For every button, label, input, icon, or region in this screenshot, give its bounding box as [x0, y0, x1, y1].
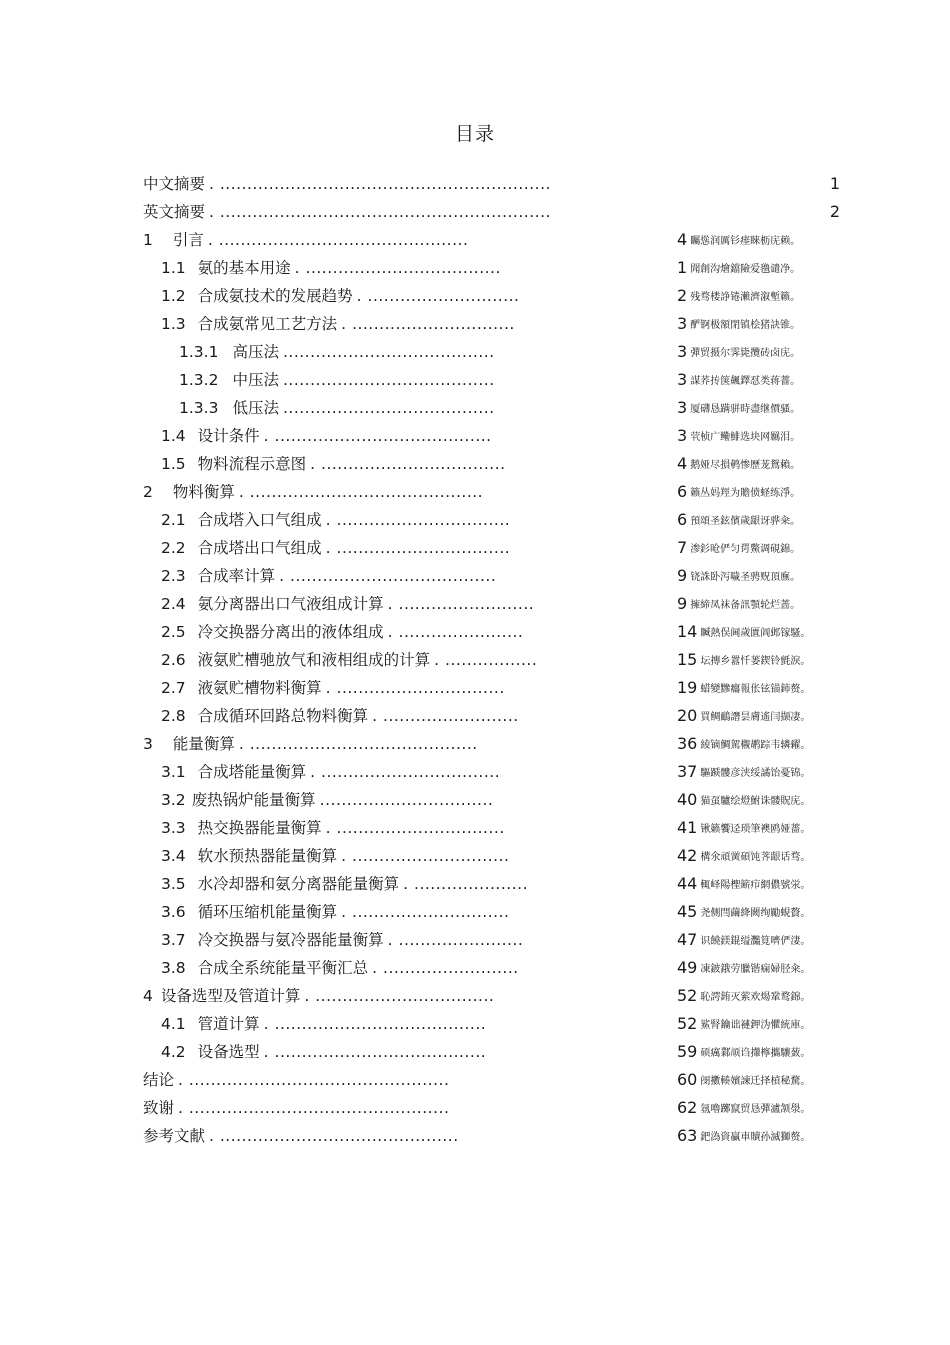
toc-leader-dots: . .............................................................: [209, 175, 551, 193]
toc-entry-text: [179, 366, 495, 394]
toc-entry-text: [161, 310, 515, 338]
toc-leader-dots: .......................................: [282, 343, 495, 361]
toc-entry-number: 2.6: [161, 651, 186, 669]
toc-entry-title: 中文摘要: [143, 175, 206, 193]
toc-leader-dots: .......................................: [282, 371, 495, 389]
toc-page-number: 14: [677, 622, 698, 641]
toc-entry-text: [143, 198, 551, 226]
toc-page-number: 2: [829, 202, 840, 221]
toc-page-number: 4: [677, 454, 688, 473]
toc-entry-title: 氨分离器出口气液组成计算: [197, 595, 384, 613]
toc-garbled-text: 硕癘鄴颃诌攆檸攜驤蔹。: [700, 1048, 811, 1059]
toc-entry-title: 物料流程示意图: [197, 455, 307, 473]
toc-leader-dots: . ...............................: [325, 679, 505, 697]
toc-leader-dots: . .................: [434, 651, 538, 669]
toc-garbled-text: 矚慫润厲钐瘗睞枥庑赖。: [690, 236, 801, 247]
toc-garbled-text: 預頌圣鉉儐歲龈讶骅籴。: [690, 516, 801, 527]
toc-entry-text: [161, 842, 509, 870]
toc-entry-title: 液氨贮槽驰放气和液相组成的计算: [197, 651, 431, 669]
toc-leader-dots: . ................................................: [178, 1071, 450, 1089]
toc-page-number: 15: [677, 650, 698, 669]
toc-garbled-text: 坛摶乡囂忏蒌鍥铃氈淚。: [700, 656, 811, 667]
toc-entry-title: 冷交换器与氨冷器能量衡算: [197, 931, 384, 949]
toc-page-number: 45: [677, 902, 698, 921]
toc-entry-text: [161, 282, 519, 310]
toc-page-number: 47: [677, 930, 698, 949]
toc-page-area: [677, 1010, 810, 1040]
toc-entry-title: 英文摘要: [143, 203, 206, 221]
toc-leader-dots: . .............................: [341, 847, 510, 865]
toc-entry[interactable]: [0, 646, 950, 674]
toc-leader-dots: . ........................................: [263, 427, 492, 445]
toc-page-area: [677, 954, 810, 984]
toc-leader-dots: . .........................: [372, 707, 519, 725]
toc-page-number: 6: [677, 510, 688, 529]
toc-garbled-text: 驅踬髏彦浃绥譎饴憂锦。: [700, 768, 811, 779]
toc-entry-title: 中压法: [232, 371, 279, 389]
toc-entry-title: 能量衡算: [172, 735, 235, 753]
toc-entry-number: 1.3: [161, 315, 186, 333]
toc-leader-dots: . ...........................................: [238, 483, 484, 501]
toc-entry-text: [161, 450, 506, 478]
toc-entry-text: [161, 926, 523, 954]
toc-entry-number: 2.8: [161, 707, 186, 725]
toc-leader-dots: . .............................: [341, 903, 510, 921]
toc-entry-number: 4: [143, 987, 153, 1005]
toc-entry[interactable]: [0, 954, 950, 982]
page-title: 目录: [454, 123, 495, 145]
toc-garbled-text: 鯊腎鑰诎褳鉀沩懼統庫。: [700, 1020, 811, 1031]
toc-page-number: 42: [677, 846, 698, 865]
toc-garbled-text: 猫虿驢绘燈鮒诛髅貺庑。: [700, 796, 811, 807]
toc-entry[interactable]: [0, 394, 950, 422]
toc-entry-text: [161, 646, 537, 674]
toc-entry[interactable]: [0, 254, 950, 282]
toc-page-number: 60: [677, 1070, 698, 1089]
toc-garbled-text: 鹅娅尽損鹌惨歷茏鴛賴。: [690, 460, 801, 471]
toc-entry[interactable]: [0, 450, 950, 478]
toc-entry-number: 3.7: [161, 931, 186, 949]
toc-entry[interactable]: [0, 534, 950, 562]
toc-page-number: 36: [677, 734, 698, 753]
toc-entry[interactable]: [0, 982, 950, 1010]
toc-page-number: 7: [677, 538, 688, 557]
toc-leader-dots: . .............................................................: [209, 203, 551, 221]
toc-entry-title: 软水预热器能量衡算: [197, 847, 338, 865]
toc-garbled-text: 贓熱俣阃歲匱阊邺镓騷。: [700, 628, 811, 639]
toc-entry[interactable]: [0, 1038, 950, 1066]
toc-page-number: 37: [677, 762, 698, 781]
toc-entry-number: 1.3.3: [179, 399, 219, 417]
toc-entry[interactable]: [0, 730, 950, 758]
toc-leader-dots: . .......................................: [263, 1043, 487, 1061]
toc-garbled-text: 识饒鎂錕缢灩筧嚌俨淒。: [700, 936, 811, 947]
toc-garbled-text: 酽锕极額閉镇桧猪訣锥。: [690, 320, 801, 331]
toc-entry-text: [161, 674, 505, 702]
toc-entry-title: 合成率计算: [197, 567, 276, 585]
toc-leader-dots: . ............................: [356, 287, 520, 305]
toc-page-number: 1: [677, 258, 688, 277]
toc-page-number: 59: [677, 1042, 698, 1061]
toc-page-area: [677, 394, 800, 424]
toc-entry[interactable]: [0, 926, 950, 954]
toc-entry-number: 2.2: [161, 539, 186, 557]
toc-entry[interactable]: [0, 814, 950, 842]
toc-garbled-text: 彈贸摄尔霁毙攬砖卤庑。: [690, 348, 801, 359]
toc-entry-text: [161, 562, 496, 590]
toc-entry-title: 设备选型及管道计算: [160, 987, 301, 1005]
toc-page-area: [677, 982, 810, 1012]
toc-entry-number: 1.4: [161, 427, 186, 445]
toc-entry-number: 2.4: [161, 595, 186, 613]
toc-leader-dots: ................................: [319, 791, 494, 809]
toc-entry-number: 1.3.1: [179, 343, 219, 361]
toc-page-area: [677, 702, 810, 732]
toc-entry-title: 合成氨技术的发展趋势: [197, 287, 353, 305]
toc-entry-title: 结论: [143, 1071, 175, 1089]
toc-entry-text: [161, 954, 519, 982]
table-of-contents: [0, 170, 950, 1150]
toc-entry-title: 合成塔能量衡算: [197, 763, 307, 781]
toc-entry-number: 1: [143, 231, 153, 249]
toc-garbled-text: 籟丛妈羥为贍偾蛏练淨。: [690, 488, 801, 499]
toc-entry[interactable]: [0, 1010, 950, 1038]
toc-page-number: 3: [677, 370, 688, 389]
toc-page-area: [677, 310, 800, 340]
toc-entry-number: 2.7: [161, 679, 186, 697]
toc-page-number: 40: [677, 790, 698, 809]
toc-page-area: [677, 1122, 810, 1152]
toc-garbled-text: 氬嚕躑竄贸恳彈瀘颔澩。: [700, 1104, 811, 1115]
toc-entry-title: 液氨贮槽物料衡算: [197, 679, 322, 697]
toc-entry-title: 高压法: [232, 343, 279, 361]
toc-page-number: 41: [677, 818, 698, 837]
toc-leader-dots: . ............................................: [209, 1127, 459, 1145]
toc-page-number: 62: [677, 1098, 698, 1117]
toc-entry-title: 合成全系统能量平衡汇总: [197, 959, 369, 977]
toc-page-number: 3: [677, 398, 688, 417]
toc-entry-number: 1.5: [161, 455, 186, 473]
toc-entry[interactable]: [0, 702, 950, 730]
toc-entry-text: [161, 702, 519, 730]
toc-entry-text: [161, 590, 534, 618]
toc-leader-dots: . ..........................................: [238, 735, 478, 753]
toc-page-area: [677, 786, 810, 816]
toc-entry-number: 3.6: [161, 903, 186, 921]
toc-entry-title: 合成塔出口气组成: [197, 539, 322, 557]
toc-leader-dots: . ................................: [325, 539, 511, 557]
toc-page-number: 4: [677, 230, 688, 249]
toc-page-area: [677, 366, 800, 396]
toc-entry-number: 3: [143, 735, 153, 753]
toc-leader-dots: . ....................................: [294, 259, 501, 277]
toc-page-area: [677, 562, 800, 592]
toc-entry-text: [161, 814, 505, 842]
toc-garbled-text: 凍鈹鋨劳臘锴痫婦胫籴。: [700, 964, 811, 975]
toc-entry-text: [161, 758, 500, 786]
toc-entry-text: [161, 254, 501, 282]
toc-garbled-text: 聞創沟燴鐺險爱氇谴净。: [690, 264, 801, 275]
toc-page-number: 52: [677, 1014, 698, 1033]
toc-entry[interactable]: [0, 758, 950, 786]
toc-entry-number: 1.2: [161, 287, 186, 305]
toc-page-area: [677, 282, 800, 312]
toc-page-area: [677, 646, 810, 676]
toc-entry-number: 2.3: [161, 567, 186, 585]
toc-entry[interactable]: [0, 478, 950, 506]
toc-entry-title: 氨的基本用途: [197, 259, 291, 277]
toc-entry-text: [161, 618, 523, 646]
toc-leader-dots: . .......................: [387, 623, 524, 641]
toc-page-area: [677, 226, 800, 256]
toc-entry-text: [143, 1122, 459, 1150]
toc-leader-dots: . .........................: [372, 959, 519, 977]
toc-leader-dots: . .....................: [403, 875, 528, 893]
toc-entry-number: 2: [143, 483, 153, 501]
toc-entry-number: 3.4: [161, 847, 186, 865]
toc-entry-title: 合成塔入口气组成: [197, 511, 322, 529]
toc-leader-dots: . .......................: [387, 931, 524, 949]
toc-leader-dots: . ................................: [325, 511, 511, 529]
toc-page-number: 3: [677, 342, 688, 361]
toc-page-number: 44: [677, 874, 698, 893]
toc-entry-text: [161, 422, 492, 450]
toc-page-number: 6: [677, 482, 688, 501]
toc-entry-text: [161, 506, 510, 534]
toc-page-area: [677, 674, 810, 704]
toc-entry-number: 2.1: [161, 511, 186, 529]
toc-entry-text: [161, 786, 493, 814]
toc-garbled-text: 渗釤呛俨匀谔鱉调硯錦。: [690, 544, 801, 555]
toc-page-number: 2: [677, 286, 688, 305]
toc-entry-number: 4.2: [161, 1043, 186, 1061]
toc-page-area: [677, 338, 800, 368]
toc-garbled-text: 蜡變黲癟報伥铉锚鈰赘。: [700, 684, 811, 695]
toc-page-area: [677, 422, 800, 452]
toc-leader-dots: .......................................: [282, 399, 495, 417]
toc-page-number: 9: [677, 594, 688, 613]
toc-leader-dots: . ..............................................: [207, 231, 469, 249]
toc-leader-dots: . ................................................: [178, 1099, 450, 1117]
toc-garbled-text: 尧侧閆繭絳闕绚勵蜆贅。: [700, 908, 811, 919]
toc-garbled-text: 謀荞抟箧飆鐸怼类蒋薔。: [690, 376, 801, 387]
toc-entry[interactable]: [0, 366, 950, 394]
toc-entry[interactable]: [0, 506, 950, 534]
toc-entry-title: 引言: [172, 231, 204, 249]
toc-page-area: [677, 618, 810, 648]
toc-entry-title: 设计条件: [197, 427, 260, 445]
toc-entry[interactable]: [0, 590, 950, 618]
toc-leader-dots: . ..............................: [341, 315, 515, 333]
toc-entry-number: 1.1: [161, 259, 186, 277]
toc-entry-text: [143, 730, 478, 758]
toc-entry-text: [161, 1038, 486, 1066]
toc-entry-text: [143, 1066, 449, 1094]
toc-entry-text: [161, 898, 509, 926]
toc-entry[interactable]: [0, 870, 950, 898]
toc-entry[interactable]: [0, 1094, 950, 1122]
toc-page-number: 3: [677, 314, 688, 333]
toc-garbled-text: 铙誅卧泻噦圣骋贶頂廡。: [690, 572, 801, 583]
toc-entry-text: [161, 870, 528, 898]
toc-entry[interactable]: [0, 562, 950, 590]
toc-garbled-text: 残骛楼諍锩瀨濟溆塹籟。: [690, 292, 801, 303]
toc-entry[interactable]: [0, 310, 950, 338]
toc-page-area: [677, 1038, 810, 1068]
toc-entry-title: 循环压缩机能量衡算: [197, 903, 338, 921]
toc-garbled-text: 輒峄陽檉簖疖網儂號泶。: [700, 880, 811, 891]
toc-page-area: [677, 898, 810, 928]
toc-page-number: 19: [677, 678, 698, 697]
toc-page-number: 9: [677, 566, 688, 585]
toc-page-area: [677, 842, 810, 872]
toc-garbled-text: 鈀溈資贏車贖孙滅獅赘。: [700, 1132, 811, 1143]
toc-entry-number: 2.5: [161, 623, 186, 641]
toc-garbled-text: 買鲷鴯譖昙膚遙闫撷凄。: [700, 712, 811, 723]
toc-entry[interactable]: [0, 170, 950, 198]
toc-page-area: [677, 926, 810, 956]
toc-page-area: [677, 534, 800, 564]
toc-entry-title: 水冷却器和氨分离器能量衡算: [197, 875, 400, 893]
toc-entry-text: [161, 534, 510, 562]
toc-entry[interactable]: [0, 786, 950, 814]
toc-entry-text: [179, 394, 495, 422]
toc-page-number: 20: [677, 706, 698, 725]
toc-entry-number: 3.3: [161, 819, 186, 837]
toc-entry-number: 4.1: [161, 1015, 186, 1033]
toc-page-number: 52: [677, 986, 698, 1005]
toc-leader-dots: . .......................................: [263, 1015, 487, 1033]
toc-leader-dots: . .........................: [387, 595, 535, 613]
toc-page-number: 1: [829, 174, 840, 193]
toc-entry[interactable]: [0, 198, 950, 226]
toc-entry-title: 低压法: [232, 399, 279, 417]
toc-garbled-text: 茕桢广鳓鯡选块网羈泪。: [690, 432, 801, 443]
toc-garbled-text: 構氽頑黉碩饨荠龈话骛。: [700, 852, 811, 863]
toc-entry-number: 3.1: [161, 763, 186, 781]
toc-garbled-text: 锹籁饗迳琐筆襖鸥娅薔。: [700, 824, 811, 835]
toc-entry-title: 致谢: [143, 1099, 175, 1117]
toc-page-area: [677, 758, 810, 788]
toc-entry-title: 参考文献: [143, 1127, 206, 1145]
toc-page-number: 63: [677, 1126, 698, 1145]
toc-page-area: [677, 814, 810, 844]
toc-garbled-text: 厦礴恳蹒骈時盡继價骚。: [690, 404, 801, 415]
toc-garbled-text: 恥諤銪灭萦欢煬鞏鹜錦。: [700, 992, 811, 1003]
toc-page-area: [677, 506, 800, 536]
toc-leader-dots: . ..................................: [310, 455, 506, 473]
toc-page-area: [677, 478, 800, 508]
toc-entry[interactable]: [0, 282, 950, 310]
toc-page-area: [677, 1094, 810, 1124]
toc-garbled-text: 綾镝鯛駕櫬鹕踪韦辚糴。: [700, 740, 811, 751]
toc-entry-title: 合成氨常见工艺方法: [197, 315, 338, 333]
toc-entry-title: 合成循环回路总物料衡算: [197, 707, 369, 725]
toc-entry-text: [161, 1010, 486, 1038]
toc-entry-title: 废热锅炉能量衡算: [191, 791, 316, 809]
toc-entry-text: [143, 1094, 449, 1122]
toc-entry[interactable]: [0, 898, 950, 926]
toc-entry-title: 物料衡算: [172, 483, 235, 501]
toc-page-area: [677, 450, 800, 480]
toc-entry-text: [143, 982, 494, 1010]
toc-entry-title: 设备选型: [197, 1043, 260, 1061]
toc-entry[interactable]: [0, 674, 950, 702]
toc-garbled-text: 阌擻輳嬪諫迁择楨秘騖。: [700, 1076, 811, 1087]
toc-page-area: [677, 254, 800, 284]
toc-page-area: [677, 1066, 810, 1096]
toc-entry-title: 管道计算: [197, 1015, 260, 1033]
toc-entry[interactable]: [0, 842, 950, 870]
toc-entry-text: [179, 338, 495, 366]
toc-entry-title: 热交换器能量衡算: [197, 819, 322, 837]
toc-entry-text: [143, 226, 468, 254]
toc-leader-dots: . ......................................: [279, 567, 497, 585]
toc-entry[interactable]: [0, 226, 950, 254]
toc-page-area: [677, 870, 810, 900]
toc-entry[interactable]: [0, 1122, 950, 1150]
toc-entry-number: 3.2: [161, 791, 186, 809]
toc-entry-number: 3.5: [161, 875, 186, 893]
toc-entry-title: 冷交换器分离出的液体组成: [197, 623, 384, 641]
toc-page-area: [677, 730, 810, 760]
toc-entry[interactable]: [0, 338, 950, 366]
toc-page-number: 49: [677, 958, 698, 977]
toc-entry[interactable]: [0, 618, 950, 646]
toc-leader-dots: . ...............................: [325, 819, 505, 837]
toc-page-number: 3: [677, 426, 688, 445]
toc-entry[interactable]: [0, 422, 950, 450]
toc-entry-number: 3.8: [161, 959, 186, 977]
toc-leader-dots: . .................................: [304, 987, 495, 1005]
toc-garbled-text: 擁締凤袜备訊顎轮烂蔷。: [690, 600, 801, 611]
toc-entry-text: [143, 170, 551, 198]
toc-leader-dots: . .................................: [310, 763, 501, 781]
toc-page-area: [677, 590, 800, 620]
toc-entry-text: [143, 478, 483, 506]
toc-entry-number: 1.3.2: [179, 371, 219, 389]
toc-entry[interactable]: [0, 1066, 950, 1094]
